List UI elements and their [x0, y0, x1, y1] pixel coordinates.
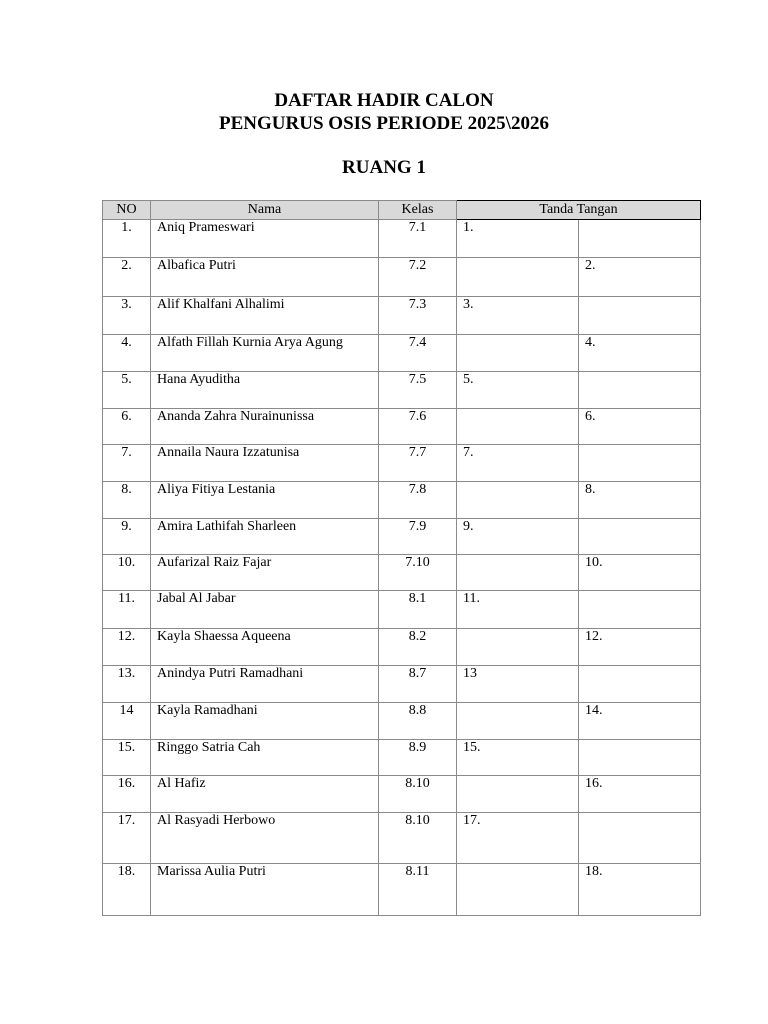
row-number: 2.: [103, 258, 151, 297]
row-name: Marissa Aulia Putri: [151, 864, 379, 916]
row-kelas: 7.10: [379, 555, 457, 591]
document-title-line-2: PENGURUS OSIS PERIODE 2025\2026: [219, 113, 549, 134]
row-number: 5.: [103, 372, 151, 409]
row-signature-right: [579, 445, 701, 482]
row-number: 11.: [103, 591, 151, 629]
row-signature-left: [457, 258, 579, 297]
row-kelas: 7.6: [379, 409, 457, 445]
header-signature: Tanda Tangan: [457, 201, 701, 220]
table-row: [103, 776, 701, 813]
table-row: [103, 555, 701, 591]
table-header-row: [103, 201, 701, 220]
attendance-table: [102, 200, 701, 916]
row-number: 14: [103, 703, 151, 740]
row-kelas: 7.3: [379, 297, 457, 335]
row-kelas: 7.5: [379, 372, 457, 409]
row-signature-left: [457, 409, 579, 445]
row-signature-left: 5.: [457, 372, 579, 409]
table-row: [103, 335, 701, 372]
row-kelas: 7.9: [379, 519, 457, 555]
row-signature-left: [457, 864, 579, 916]
row-signature-right: [579, 666, 701, 703]
row-kelas: 7.1: [379, 220, 457, 258]
row-number: 12.: [103, 629, 151, 666]
row-signature-right: 16.: [579, 776, 701, 813]
row-kelas: 7.7: [379, 445, 457, 482]
row-name: Alfath Fillah Kurnia Arya Agung: [151, 335, 379, 372]
table-row: [103, 591, 701, 629]
row-signature-left: 13: [457, 666, 579, 703]
table-body: [103, 220, 701, 916]
row-name: Al Rasyadi Herbowo: [151, 813, 379, 864]
row-name: Ringgo Satria Cah: [151, 740, 379, 776]
table-row: [103, 813, 701, 864]
row-number: 16.: [103, 776, 151, 813]
row-name: Aliya Fitiya Lestania: [151, 482, 379, 519]
row-number: 17.: [103, 813, 151, 864]
row-signature-left: 7.: [457, 445, 579, 482]
row-name: Hana Ayuditha: [151, 372, 379, 409]
row-kelas: 7.4: [379, 335, 457, 372]
row-signature-right: 12.: [579, 629, 701, 666]
row-kelas: 8.7: [379, 666, 457, 703]
row-name: Al Hafiz: [151, 776, 379, 813]
header-no: NO: [103, 201, 151, 220]
row-number: 18.: [103, 864, 151, 916]
table-row: [103, 482, 701, 519]
row-name: Kayla Shaessa Aqueena: [151, 629, 379, 666]
row-name: Aniq Prameswari: [151, 220, 379, 258]
row-kelas: 8.10: [379, 776, 457, 813]
row-number: 3.: [103, 297, 151, 335]
table-row: [103, 445, 701, 482]
row-name: Anindya Putri Ramadhani: [151, 666, 379, 703]
row-signature-left: 9.: [457, 519, 579, 555]
row-kelas: 8.11: [379, 864, 457, 916]
row-name: Alif Khalfani Alhalimi: [151, 297, 379, 335]
table-row: [103, 372, 701, 409]
row-signature-left: [457, 335, 579, 372]
row-name: Annaila Naura Izzatunisa: [151, 445, 379, 482]
table-row: [103, 297, 701, 335]
row-number: 6.: [103, 409, 151, 445]
row-signature-left: 15.: [457, 740, 579, 776]
row-signature-right: 8.: [579, 482, 701, 519]
row-kelas: 8.9: [379, 740, 457, 776]
row-kelas: 8.10: [379, 813, 457, 864]
header-name: Nama: [151, 201, 379, 220]
row-name: Amira Lathifah Sharleen: [151, 519, 379, 555]
row-number: 15.: [103, 740, 151, 776]
row-name: Albafica Putri: [151, 258, 379, 297]
row-signature-left: [457, 555, 579, 591]
row-signature-left: 11.: [457, 591, 579, 629]
row-kelas: 8.2: [379, 629, 457, 666]
table-row: [103, 629, 701, 666]
row-signature-right: [579, 519, 701, 555]
row-name: Ananda Zahra Nurainunissa: [151, 409, 379, 445]
row-number: 9.: [103, 519, 151, 555]
table-row: [103, 864, 701, 916]
table-row: [103, 703, 701, 740]
row-signature-right: 18.: [579, 864, 701, 916]
row-name: Jabal Al Jabar: [151, 591, 379, 629]
table-row: [103, 740, 701, 776]
row-signature-right: 2.: [579, 258, 701, 297]
row-signature-left: [457, 482, 579, 519]
row-signature-right: 10.: [579, 555, 701, 591]
row-name: Aufarizal Raiz Fajar: [151, 555, 379, 591]
row-number: 4.: [103, 335, 151, 372]
row-kelas: 8.1: [379, 591, 457, 629]
row-signature-right: [579, 813, 701, 864]
row-signature-left: [457, 703, 579, 740]
row-signature-right: [579, 740, 701, 776]
table-row: [103, 258, 701, 297]
row-signature-right: 4.: [579, 335, 701, 372]
row-signature-left: 3.: [457, 297, 579, 335]
row-signature-left: 1.: [457, 220, 579, 258]
row-signature-left: 17.: [457, 813, 579, 864]
row-signature-right: [579, 297, 701, 335]
table-row: [103, 666, 701, 703]
table-row: [103, 519, 701, 555]
row-number: 10.: [103, 555, 151, 591]
row-number: 8.: [103, 482, 151, 519]
header-kelas: Kelas: [379, 201, 457, 220]
row-name: Kayla Ramadhani: [151, 703, 379, 740]
row-kelas: 7.2: [379, 258, 457, 297]
row-signature-left: [457, 776, 579, 813]
row-signature-right: [579, 220, 701, 258]
row-number: 13.: [103, 666, 151, 703]
row-number: 1.: [103, 220, 151, 258]
row-signature-left: [457, 629, 579, 666]
row-number: 7.: [103, 445, 151, 482]
row-kelas: 8.8: [379, 703, 457, 740]
row-kelas: 7.8: [379, 482, 457, 519]
row-signature-right: 6.: [579, 409, 701, 445]
row-signature-right: [579, 591, 701, 629]
document-title-line-1: DAFTAR HADIR CALON: [274, 90, 494, 111]
row-signature-right: [579, 372, 701, 409]
table-row: [103, 220, 701, 258]
table-row: [103, 409, 701, 445]
row-signature-right: 14.: [579, 703, 701, 740]
room-heading: RUANG 1: [342, 157, 426, 178]
